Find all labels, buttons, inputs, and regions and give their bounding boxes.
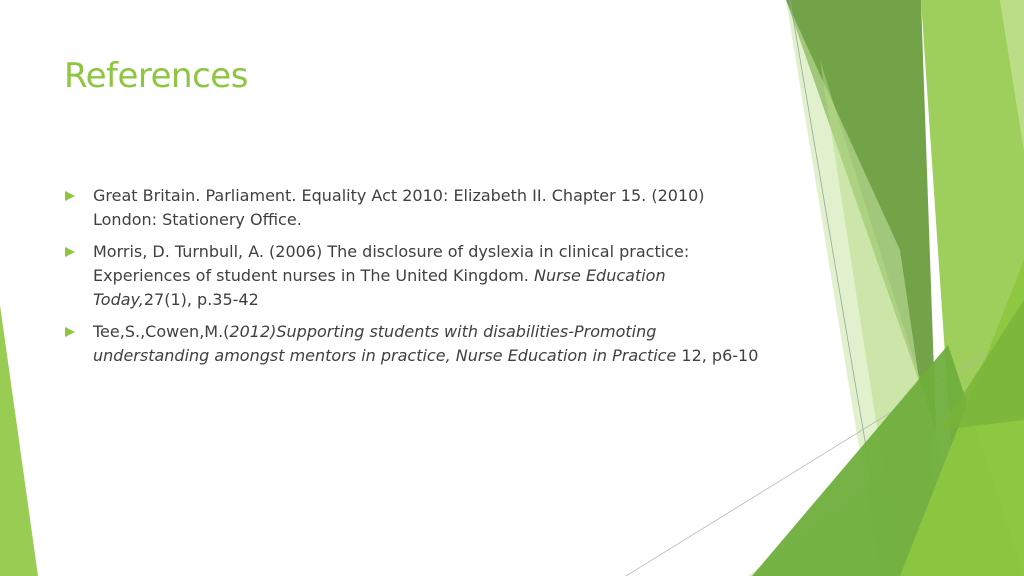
slide-title: References [64,56,248,96]
reference-item [64,240,764,312]
references-list [64,184,764,376]
reference-text: 2012)Supporting students with disabilities-Promoting understanding amongst mentors in practice, Nurse Education in Practice [93,322,677,365]
reference-item [64,320,764,368]
reference-text: Morris, D. Turnbull, A. (2006) The disclosure of dyslexia in clinical practice: Experiences of student nurses in The United Kingdom. [93,242,690,285]
reference-item [64,184,764,232]
triangle-bullet-icon [65,247,75,257]
reference-text: Tee,S.,Cowen,M.( [93,322,230,341]
triangle-bullet-icon [65,191,75,201]
reference-text: 12, p6-10 [676,346,759,365]
triangle-bullet-icon [65,327,75,337]
reference-text: Nurse Education Today, [93,266,666,309]
reference-text: 27(1), p.35-42 [143,290,259,309]
reference-text: Great Britain. Parliament. Equality Act 2010: Elizabeth II. Chapter 15. (2010) London: Stationery Office. [93,186,705,229]
